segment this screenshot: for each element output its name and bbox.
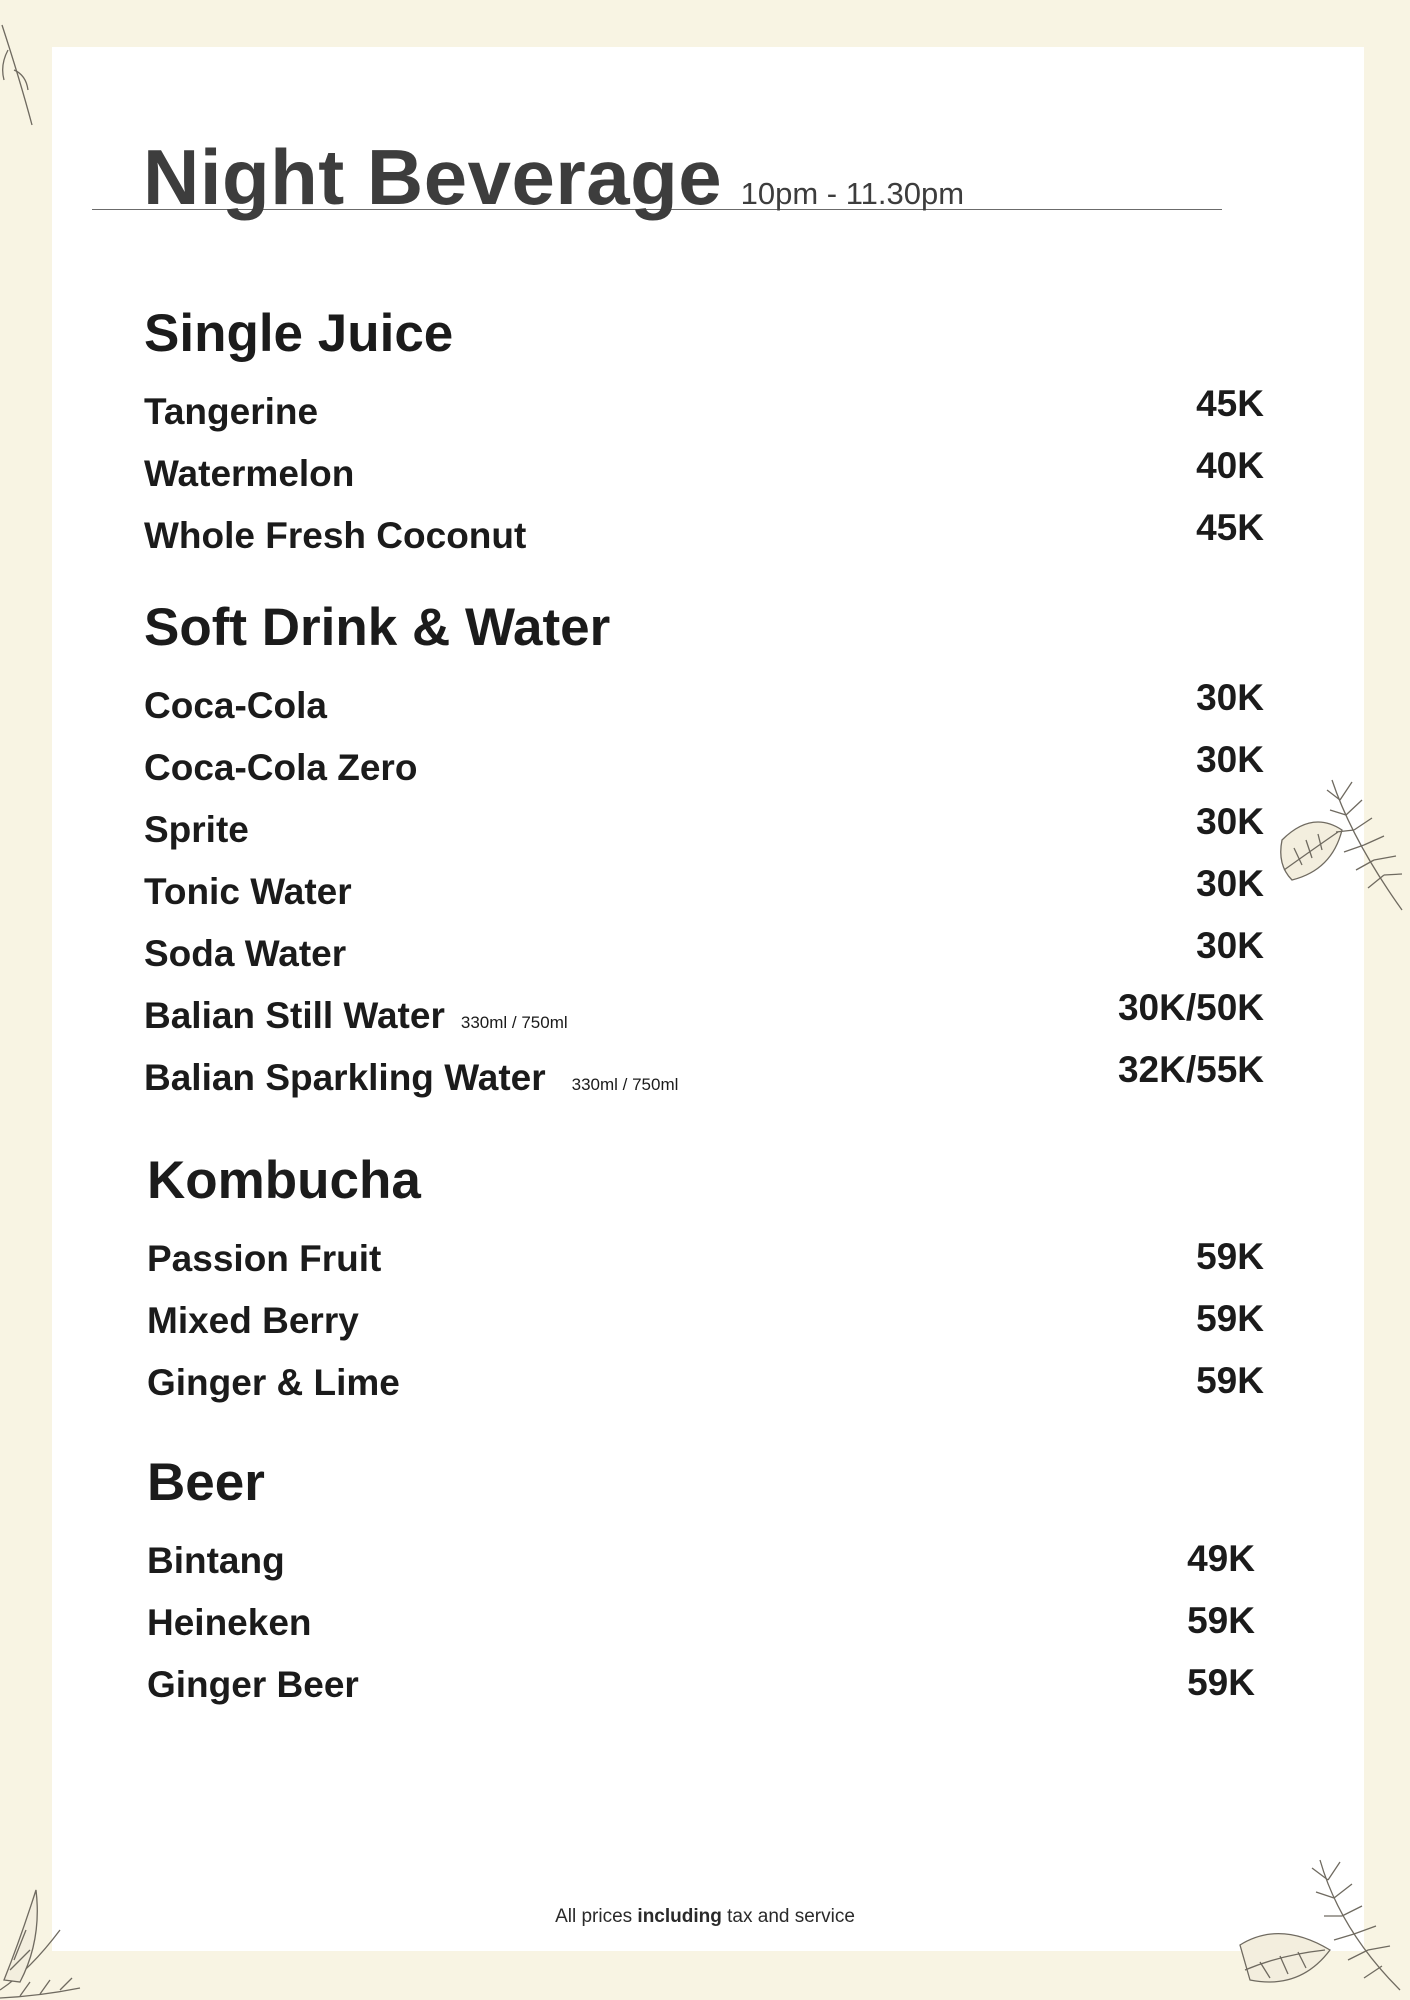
item-name: Sprite [144,809,249,850]
menu-item [144,855,1264,917]
price-footnote [0,1906,1410,1928]
item-name: Whole Fresh Coconut [144,515,527,556]
menu-item [147,1586,1255,1648]
item-name: Soda Water [144,933,347,974]
item-price: 40K [1196,445,1264,486]
item-price: 45K [1196,383,1264,424]
item-name: Mixed Berry [147,1300,359,1341]
item-size-note: 330ml / 750ml [460,1013,568,1032]
item-name: Ginger Beer [147,1664,359,1705]
page-title: Night Beverage [143,133,723,221]
item-name: Coca-Cola [144,685,327,726]
item-size-note: 330ml / 750ml [571,1075,679,1094]
item-name: Ginger & Lime [147,1362,400,1403]
item-name: Watermelon [144,453,355,494]
item-price: 30K [1196,739,1264,780]
menu-item [144,793,1264,855]
section-title: Soft Drink & Water [144,598,611,657]
menu-item [147,1346,1264,1408]
footnote-emphasis: including [637,1906,722,1927]
item-name: Bintang [147,1540,285,1581]
menu-item [144,437,1264,499]
header [143,132,964,223]
item-name [144,1057,678,1099]
item-name: Heineken [147,1602,312,1643]
footnote-suffix: tax and service [727,1906,855,1927]
item-price: 59K [1196,1360,1264,1401]
item-price: 59K [1196,1298,1264,1339]
menu-item [144,669,1264,731]
item-name [144,995,568,1037]
menu-item [144,1041,1264,1103]
menu-item [144,731,1264,793]
item-name-text: Balian Still Water [144,995,445,1036]
section-single-juice [144,303,1264,561]
item-name: Passion Fruit [147,1238,382,1279]
menu-item [144,917,1264,979]
item-price: 59K [1187,1600,1255,1641]
item-price: 59K [1187,1662,1255,1703]
item-price: 59K [1196,1236,1264,1277]
menu-item [147,1222,1264,1284]
menu-item [147,1648,1255,1710]
section-title: Kombucha [147,1151,421,1210]
section-kombucha [147,1150,1264,1408]
palm-leaf-icon [1272,770,1410,920]
item-price: 30K/50K [1117,987,1264,1028]
menu-item [144,499,1264,561]
item-price: 45K [1196,507,1264,548]
item-price: 30K [1196,925,1264,966]
item-name-text: Balian Sparkling Water [144,1057,546,1098]
menu-item [147,1524,1255,1586]
item-name: Coca-Cola Zero [144,747,418,788]
menu-item [147,1284,1264,1346]
leaf-decoration-icon [0,20,40,130]
corner-leaf-icon [0,1870,90,2000]
item-price: 30K [1196,801,1264,842]
item-price: 49K [1187,1538,1255,1579]
item-price: 32K/55K [1117,1049,1264,1090]
section-soft-drink-water [144,597,1264,1103]
section-beer [147,1452,1255,1710]
section-title: Beer [147,1453,265,1512]
menu-item [144,375,1264,437]
footnote-prefix: All prices [555,1906,633,1927]
item-name: Tangerine [144,391,319,432]
section-title: Single Juice [144,304,454,363]
service-hours: 10pm - 11.30pm [740,176,965,211]
item-price: 30K [1196,677,1264,718]
item-name: Tonic Water [144,871,352,912]
menu-item [144,979,1264,1041]
item-price: 30K [1196,863,1264,904]
